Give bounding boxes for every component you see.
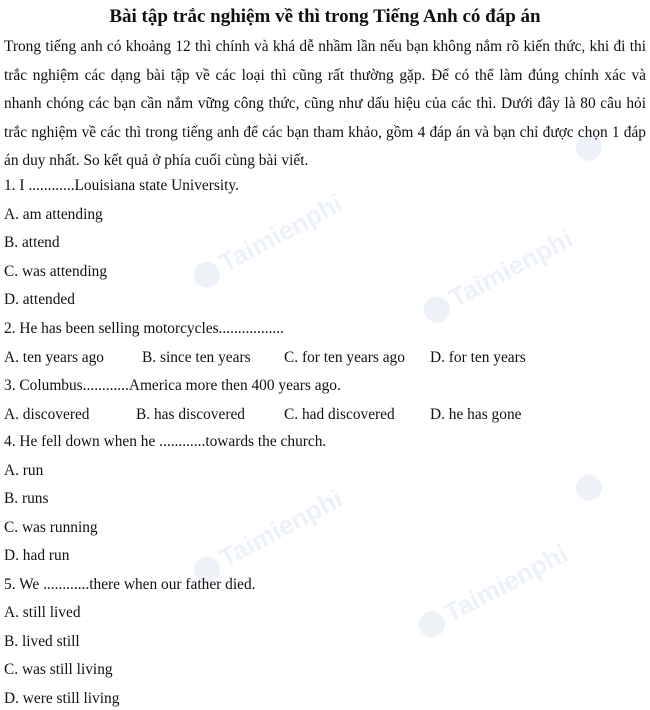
question-1-option-b: B. attend: [4, 234, 60, 251]
watermark-logo-icon: [189, 257, 224, 292]
question-4-option-c: C. was running: [4, 519, 98, 536]
question-4-option-d: D. had run: [4, 547, 70, 564]
question-2-option-c: C. for ten years ago: [284, 349, 405, 366]
page-title: Bài tập trắc nghiệm về thì trong Tiếng Anh có đáp án: [109, 6, 541, 27]
question-5-option-d: D. were still living: [4, 690, 120, 707]
question-3-options: [0, 405, 650, 425]
intro-paragraph: Trong tiếng anh có khoảng 12 thì chính và khá dễ nhầm lần nếu bạn không nắm rõ kiến thức, khi đi thi trắc nghiệm các dạng bài tập về các loại thì cũng rất thường gặp. Để có thể làm đúng chính xác và nhanh chóng các bạn cần nắm vững công thức, cũng như dấu hiệu của các thì. Dưới đây là 80 câu hỏi trắc nghiệm về các thì trong tiếng anh để các bạn tham khảo, gồm 4 đáp án và bạn chỉ được chọn 1 đáp án duy nhất. So kết quả ở phía cuối cùng bài viết.: [4, 38, 646, 170]
question-3: 3. Columbus............America more then 400 years ago.: [4, 377, 341, 394]
question-5-option-a: A. still lived: [4, 604, 81, 621]
watermark-3: Taimienphi: [187, 483, 348, 588]
question-3-option-c: C. had discovered: [284, 406, 395, 423]
question-1: 1. I ............Louisiana state University.: [4, 177, 239, 194]
watermark-logo-icon: [414, 607, 449, 642]
watermark-logo-icon: [571, 470, 606, 505]
question-1-option-c: C. was attending: [4, 263, 108, 280]
watermark-1: Taimienphi: [187, 188, 348, 293]
question-3-option-d: D. he has gone: [430, 406, 522, 423]
question-4: 4. He fell down when he ............towards the church.: [4, 433, 327, 450]
watermark-6: [569, 465, 610, 506]
question-3-option-a: A. discovered: [4, 406, 90, 423]
question-3-option-b: B. has discovered: [136, 406, 245, 423]
watermark-4: Taimienphi: [412, 538, 573, 643]
question-2: 2. He has been selling motorcycles.................: [4, 320, 284, 337]
question-5: 5. We ............there when our father died.: [4, 576, 256, 593]
question-2-option-d: D. for ten years: [430, 349, 526, 366]
watermark-2: Taimienphi: [417, 223, 578, 328]
question-1-option-a: A. am attending: [4, 206, 103, 223]
question-4-option-b: B. runs: [4, 490, 49, 507]
question-5-option-c: C. was still living: [4, 661, 113, 678]
question-2-option-b: B. since ten years: [142, 349, 251, 366]
question-5-option-b: B. lived still: [4, 633, 80, 650]
question-2-options: [0, 348, 650, 368]
question-1-option-d: D. attended: [4, 291, 75, 308]
question-2-option-a: A. ten years ago: [4, 349, 105, 366]
watermark-logo-icon: [419, 292, 454, 327]
question-4-option-a: A. run: [4, 462, 44, 479]
